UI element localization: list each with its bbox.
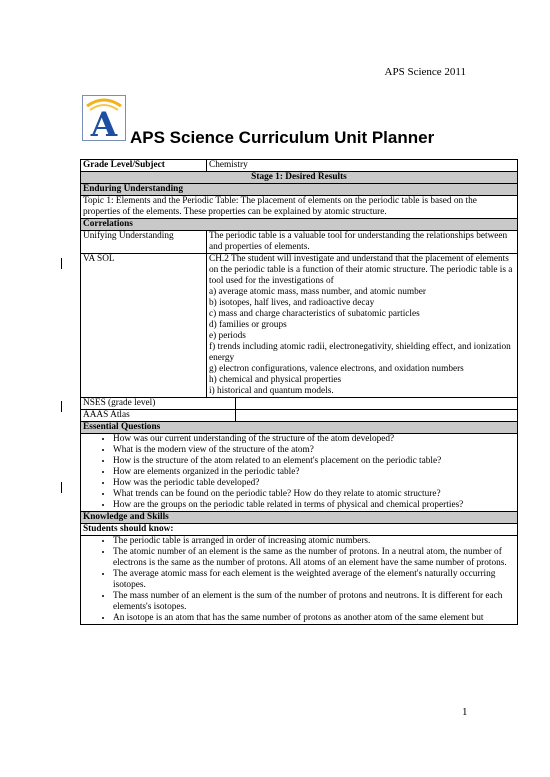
vasol-line: d) families or groups [209,320,287,330]
vasol-line: e) periods [209,331,246,341]
vasol-line: f) trends including atomic radii, electronegativity, shielding effect, and ionization energy [209,342,511,363]
aps-logo [82,95,126,141]
list-item: • What is the modern view of the structure of the atom? [113,445,515,456]
aaas-value [236,410,518,422]
list-item: • How was our current understanding of the structure of the atom developed? [113,434,515,445]
stage-heading: Stage 1: Desired Results [81,172,518,184]
vasol-line: i) historical and quantum models. [209,386,334,396]
header-year: APS Science 2011 [384,66,466,78]
list-item: • How are elements organized in the periodic table? [113,467,515,478]
vasol-line: c) mass and charge characteristics of subatomic particles [209,309,420,319]
grade-value: Chemistry [207,160,518,172]
vasol-line: CH.2 The student will investigate and understand that the placement of elements on the periodic table is a function of their atomic structure. The periodic table is a tool used for the investigations of [209,254,513,286]
enduring-text: Topic 1: Elements and the Periodic Table: The placement of elements on the periodic table is based on the properties of the elements. These properties can be explained by atomic structure. [81,196,518,219]
list-item: • How are the groups on the periodic table related in terms of physical and chemical properties? [113,500,515,511]
revision-mark [61,482,62,493]
list-item: • What trends can be found on the periodic table? How do they relate to atomic structure? [113,489,515,500]
vasol-text [207,254,518,398]
essential-heading: Essential Questions [81,422,518,434]
nses-value [236,398,518,410]
knowledge-list [83,536,515,624]
essential-questions-list [83,434,515,511]
correlations-heading: Correlations [81,219,518,231]
grade-label: Grade Level/Subject [81,160,207,172]
list-item: • An isotope is an atom that has the same number of protons as another atom of the same element but [113,613,515,624]
revision-mark [61,401,62,412]
page-title: APS Science Curriculum Unit Planner [130,128,435,147]
aaas-label: AAAS Atlas [81,410,236,422]
vasol-label: VA SOL [81,254,207,398]
vasol-line: b) isotopes, half lives, and radioactive decay [209,298,375,308]
knowledge-subheading: Students should know: [81,524,518,536]
enduring-heading: Enduring Understanding [81,184,518,196]
knowledge-heading: Knowledge and Skills [81,512,518,524]
essential-list-cell [81,434,518,512]
unit-planner-table [80,159,518,625]
list-item: • The periodic table is arranged in order of increasing atomic numbers. [113,536,515,547]
list-item: • How is the structure of the atom related to an element's placement on the periodic table? [113,456,515,467]
unifying-label: Unifying Understanding [81,231,207,254]
knowledge-list-cell [81,536,518,625]
vasol-line: a) average atomic mass, mass number, and atomic number [209,287,426,297]
vasol-line: h) chemical and physical properties [209,375,342,385]
list-item: • The mass number of an element is the sum of the number of protons and neutrons. It is different for each elements's isotopes. [113,591,515,613]
unifying-text: The periodic table is a valuable tool for understanding the relationships between and properties of elements. [207,231,518,254]
logo-letter: A [90,105,118,140]
revision-mark [61,258,62,269]
list-item: • The atomic number of an element is the same as the number of protons. In a neutral atom, the number of electrons is the same as the number of protons. All atoms of an element have the same number of protons. [113,547,515,569]
nses-label: NSES (grade level) [81,398,236,410]
list-item: • The average atomic mass for each element is the weighted average of the element's naturally occurring isotopes. [113,569,515,591]
vasol-line: g) electron configurations, valence electrons, and oxidation numbers [209,364,464,374]
page-number: 1 [462,706,468,718]
list-item: • How was the periodic table developed? [113,478,515,489]
